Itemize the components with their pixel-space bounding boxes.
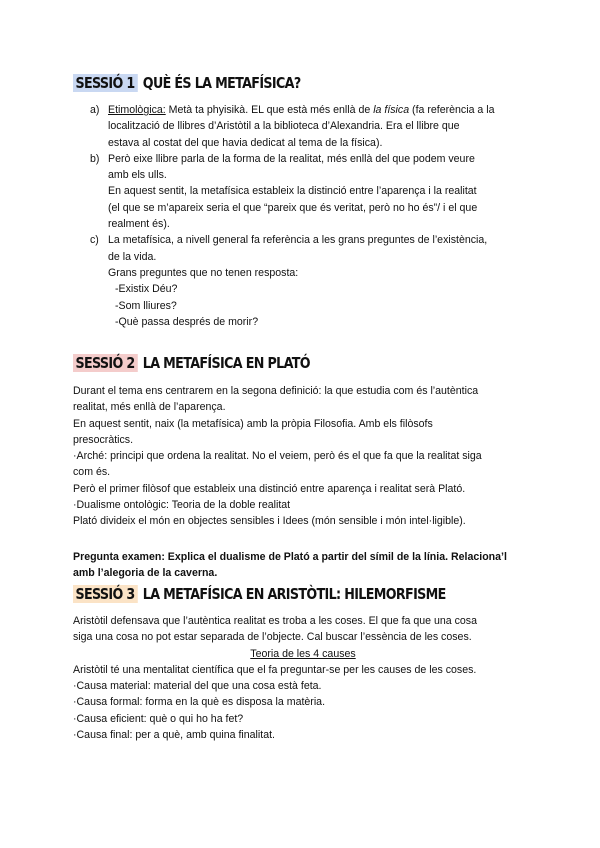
s2-line-5: ·Arché: principi que ordena la realitat. No el veiem, però és el que fa que la realitat siga [73, 450, 482, 463]
item-c-line-3: Grans preguntes que no tenen resposta: [108, 266, 299, 279]
question-existix-deu: -Existix Déu? [115, 283, 178, 296]
question-que-passa: -Què passa després de morir? [115, 315, 259, 328]
item-a-line-1 [108, 102, 533, 118]
item-a-text-post: (fa referència a la [409, 104, 495, 116]
list-item-a [73, 102, 533, 151]
session-3-title: LA METAFÍSICA EN ARISTÒTIL: HILEMORFISME [142, 585, 446, 603]
session-1-heading [73, 74, 301, 92]
item-a-line-2: localització de llibres d’Aristòtil a la biblioteca d’Alexandria. Era el llibre que [108, 120, 460, 133]
exam-question [73, 549, 533, 582]
s3-line-1: Aristòtil defensava que l’autèntica realitat es troba a les coses. El que fa que una cosa [73, 615, 477, 627]
list-marker-b: b) [90, 152, 100, 165]
item-b-line-3: En aquest sentit, la metafísica estableix la distinció entre l’aparença i la realitat [108, 185, 477, 198]
question-som-lliures: -Som lliures? [115, 299, 177, 312]
s2-line-2: realitat, més enllà de l’aparença. [73, 401, 226, 414]
item-b-line-4: (el que se m’apareix seria el que “pareix que és veritat, però no ho és”/ i el que [108, 201, 478, 214]
session-3-body [73, 613, 533, 743]
s2-line-3: En aquest sentit, naix (la metafísica) amb la pròpia Filosofia. Amb els filòsofs [73, 417, 433, 430]
s2-line-1: Durant el tema ens centrarem en la segona definició: la que estudia com és l’autèntica [73, 385, 479, 397]
session-1-list [73, 102, 533, 330]
session-2-number: SESSIÓ 2 [73, 354, 138, 372]
la-fisica-italic: la física [373, 104, 410, 116]
list-marker-c: c) [90, 234, 99, 247]
list-item-b [73, 151, 533, 232]
s2-line-6: com és. [73, 466, 111, 479]
s2-line-9: Plató divideix el món en objectes sensibles i Idees (món sensible i món intel·ligible). [73, 515, 466, 528]
exam-question-line-2: amb l’alegoria de la caverna. [73, 567, 218, 580]
causa-eficient: ·Causa eficient: què o qui ho ha fet? [73, 712, 244, 725]
list-item-c [73, 232, 533, 330]
session-1-title: QUÈ ÉS LA METAFÍSICA? [142, 74, 301, 92]
session-3-heading [73, 585, 446, 603]
item-c-line-2: de la vida. [108, 250, 157, 263]
item-b-line-1: Però eixe llibre parla de la forma de la realitat, més enllà del que podem veure [108, 152, 475, 165]
exam-question-line-1: Pregunta examen: Explica el dualisme de Plató a partir del símil de la línia. Relaciona’l [73, 551, 507, 563]
causa-material: ·Causa material: material del que una cosa està feta. [73, 680, 322, 693]
session-2-title: LA METAFÍSICA EN PLATÓ [142, 354, 310, 372]
session-3-number: SESSIÓ 3 [73, 585, 138, 603]
s3-line-2: siga una cosa no pot estar separada de l’objecte. Cal buscar l’essència de les coses. [73, 631, 472, 644]
s2-line-8: ·Dualisme ontològic: Teoria de la doble realitat [73, 499, 291, 512]
s2-line-4: presocràtics. [73, 433, 134, 446]
session-2-body [73, 383, 533, 530]
s3-line-3: Aristòtil té una mentalitat científica que el fa preguntar-se per les causes de les coses. [73, 663, 477, 676]
item-b-line-5: realment és). [108, 218, 170, 231]
item-a-text: Metà ta phyisikà. EL que està més enllà de [165, 104, 374, 116]
four-causes-subtitle: Teoria de les 4 causes [250, 647, 356, 660]
item-b-line-2: amb els ulls. [108, 169, 167, 182]
item-a-line-3: estava al costat del que havia dedicat al tema de la física). [108, 136, 383, 149]
session-1-number: SESSIÓ 1 [73, 74, 138, 92]
causa-final: ·Causa final: per a què, amb quina finalitat. [73, 729, 275, 742]
session-2-heading [73, 354, 310, 372]
s2-line-7: Però el primer filòsof que estableix una distinció entre aparença i realitat serà Plató. [73, 482, 466, 495]
item-c-line-1: La metafísica, a nivell general fa referència a les grans preguntes de l’existència, [108, 234, 488, 247]
list-marker-a: a) [90, 104, 100, 116]
etimologica-label: Etimològica: [108, 104, 166, 116]
causa-formal: ·Causa formal: forma en la què es disposa la matèria. [73, 696, 326, 709]
